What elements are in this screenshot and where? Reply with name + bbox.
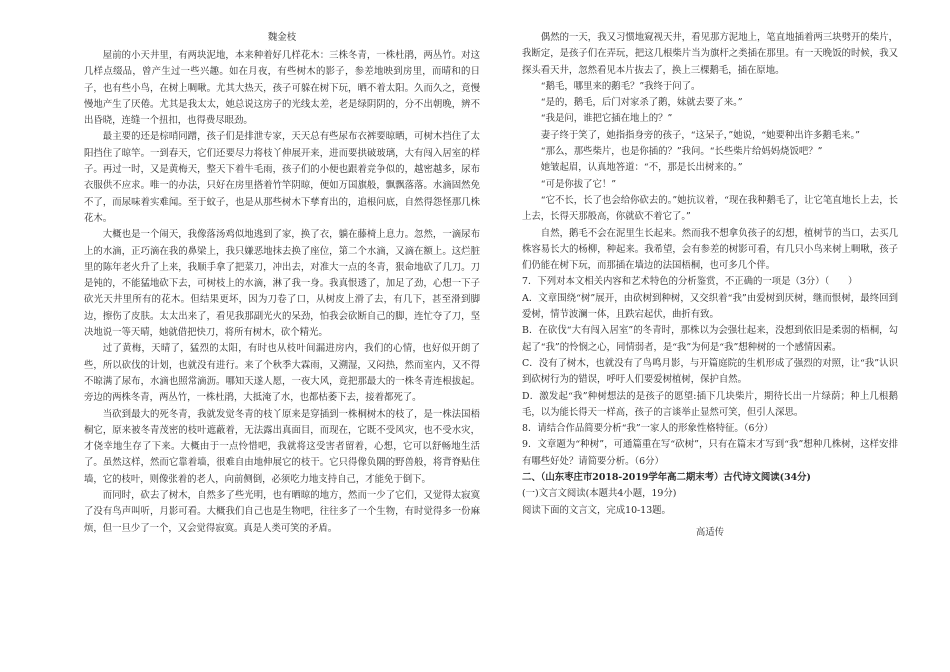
dialogue-line: “是的，鹅毛，后门对家杀了鹅，妹就去要了来。”: [540, 97, 743, 109]
option-d: D．激发起“我”种树想法的是孩子的愿望:插下几块柴片，期待长出一片绿荫；种上几根鹅毛，以为能长得天一样高，孩子的言谈举止显然可笑，但引人深思。: [522, 390, 898, 418]
dialogue-line: “可是你拔了它！”: [540, 178, 617, 190]
dialogue-line: 妻子终于笑了，她指指身旁的孩子，“这呆子，”她说，“她要种出许多鹅毛来。”: [540, 129, 860, 141]
essay-paragraph: 自然，鹅毛不会在泥里生长起来。然而我不想拿负孩子的幻想，植树节的当口，去买几株容易长大的杨柳，种起来。我希望，会有参差的树影可看，有几只小鸟来树上啁啾，孩子们仍能在树下玩，而那插在墙边的法国梧桐，也可多几个伴。: [522, 227, 898, 272]
passage-title: 高适传: [695, 526, 725, 538]
essay-paragraph: 最主要的还是棕哨同蹭，孩子们是排泄专家，天天总有些尿布衣裤要晾晒，可树木挡住了太阳挡住了晾竿。一到春天，它们还要尽力将枝丫伸展开来，进而要拱破玻璃，大有闯入居室的样子。再过一时，又是黄梅天，整天下着牛毛雨，孩子们的小便也跟着竞争似的，越密越多，尿布衣服供不应求。唯一的办法，只好在房里搭着竹竿阴晾，便如万国旗般，飘飘落落。水滴固然免不了，而尿味着实难闻。至于蚊子，也是从那些树木下孳育出的，追根问底，自然得怨怪那几株花木。: [84, 131, 480, 224]
essay-paragraph: 过了黄梅，天晴了，猛烈的太阳，有时也从枝叶间漏进房内，我们的心情，也好似开朗了些，所以砍伐的计划，也就没有进行。来了个秋季大霖雨，又溯湿，又闷热，然而室内，又不得不晾满了尿布，水滴也照常滴沥。哪知天遂人愿，一夜大风，竟把那最大的一株冬青连根拔起。旁边的两株冬青，两丛竹，一株杜鹃，大抵淹了水，也都枯萎下去，接着都死了。: [84, 343, 480, 404]
essay-paragraph: 屋前的小天井里，有两块泥地，本来种着好几样花木：三株冬青，一株杜鹃，两丛竹。对这几样点缀品，曾产生过一些兴趣。如在月夜，有些树木的影子，参差地映到房里，而晴和的日子，也有些小鸟，在树上啁啾。尤其大热天，孩子可躲在树下玩，晒不着太阳。久而久之，竟慢慢地产生了厌倦。尤其是我太太，她总说这房子的光线太差，老是绿阴阴的，分不出朝晚，辨不出昏晓，连缝一个扭扣，也得费尽眼劲。: [84, 50, 480, 127]
dialogue-line: “鹅毛，哪里来的鹅毛？”我终于问了。: [540, 80, 701, 92]
sub-section-header: (一)文言文阅读(本题共4小题，19分): [522, 488, 677, 500]
section-header: 二、（山东枣庄市2018-2019学年高二期末考）古代诗文阅读(34分): [522, 472, 811, 484]
dialogue-line: “它不长，长了也会给你砍去的。”她抗议着，“现在我种鹅毛了，让它笔直地长上去，长上去，长得天那般高，你就砍不着它了。”: [522, 194, 898, 223]
essay-paragraph: 偶然的一天，我又习惯地窥视天井，看见那方泥地上，笔直地插着两三块劈开的柴片，我断定，是孩子们在弄玩，把这几根柴片当为旗杆之类插在那里。有一天晚饭的时候，我又探头看天井，忽然看见本片抜去了，换上三棵鹅毛，插在原地。: [522, 32, 898, 76]
right-column: [522, 30, 898, 541]
option-b: B．在砍伐“大有闯入居室”的冬青时，那株以为会强壮起来，没想到依旧是柔弱的梧桐，勾起了“我”的怜悯之心，同情弱者，是“我”为何是“我”想种树的一个感情因素。: [522, 325, 898, 353]
question-9: 9．文章题为“种树”，可通篇重在写“砍树”，只有在篇末才写到“我”想种几株树，这样安排有哪些好处？请简要分析。（6分）: [522, 439, 898, 467]
essay-paragraph: 大概也是一个闹天，我像落汤鸡似地逃到了家，换了衣，躺在藤椅上息力。忽然，一滴尿布上的水滴，正巧滴在我的鼻梁上，我只嫌恶地抹去换了座位，第二个水滴，又滴在额上。这烂脏里的陈年老火升了上来，我顺手拿了把菜刀，冲出去，对准大一点的冬青，狠命地砍了几刀。刀是钝的，不能猛地砍下去，可树枝上的水滴，淋了我一身。我真恨透了，加足了劲，心想一下子砍光天井里所有的花木。但结果更坏，因为刀卷了口，从树皮上滑了去，有几下，甚至滑到脚边，擦伤了皮肤。太太出来了，看见我那副光火的呆劲，怕我会砍断自己的脚，连忙夺了刀，坚决地说一等天晴，她就借把快刀，将所有树木，砍个精光。: [84, 229, 480, 339]
question-8: 8．请结合作品简要分析“我”一家人的形象性格特征。（6分）: [522, 423, 774, 435]
dialogue-line: “我是问，谁把它插在地上的？”: [540, 113, 673, 125]
essay-paragraph: 当砍到最大的死冬青，我就发觉冬青的枝丫原来是穿插到一株桐树木的枝了，是一株法国梧桐它，原来被冬青茂密的枝叶遮蔽着，无法露出真面目，而现在，它既不受风灾，也不受水灾，才侥幸地生存了下来。大概由于一点怜惜吧，我就将这受害者留着，心想，它可以舒畅地生活了。虽然这样，然而它靠着墙，很难自由地伸展它的枝干。它只得像负隅的野兽般，将背脊贴住墙，它的枝叶，则像张着的老人，向前侧倒，必须吃力地支持自己，才能免于倒下。: [84, 408, 480, 485]
option-c: C．没有了树木，也就没有了鸟鸣月影，与开篇庭院的生机形成了强烈的对照，让“我”认识到砍树行为的错误，呼吁人们要爱树植树，保护自然。: [522, 357, 898, 386]
essay-author: 魏金枝: [267, 32, 297, 43]
reading-instruction: 阅读下面的文言文，完成10-13题。: [522, 504, 671, 516]
option-a: A．文章围绕“树”展开，由砍树到种树，又交织着“我”由爱树到厌树，继而恨树，最终回到爱树，情节波澜一体，且跌宕起伏，曲折有致。: [522, 292, 898, 321]
question-7: 7．下列对本文相关内容和艺术特色的分析鉴赏，不正确的一项是（3分）（ ）: [522, 276, 858, 288]
dialogue-line: 她皱起眉，认真地答道：“不，那是长出树来的。”: [540, 162, 743, 174]
dialogue-line: “那么，那些柴片，也是你插的？”我问。“长些柴片给妈妈烧饭吧？”: [540, 146, 823, 158]
essay-paragraph: 而同时，砍去了树木，自然多了些光明，也有晒晾的地方，然而一少了它们，又觉得太寂寞了没有鸟声叫听，月影可看。大概我们自己也是生物吧，往往多了一个生物，有时觉得多一份麻烦，但一旦少了一个，又会觉得寂寞。真是人类可笑的矛盾。: [84, 490, 480, 534]
left-column: [84, 30, 480, 537]
